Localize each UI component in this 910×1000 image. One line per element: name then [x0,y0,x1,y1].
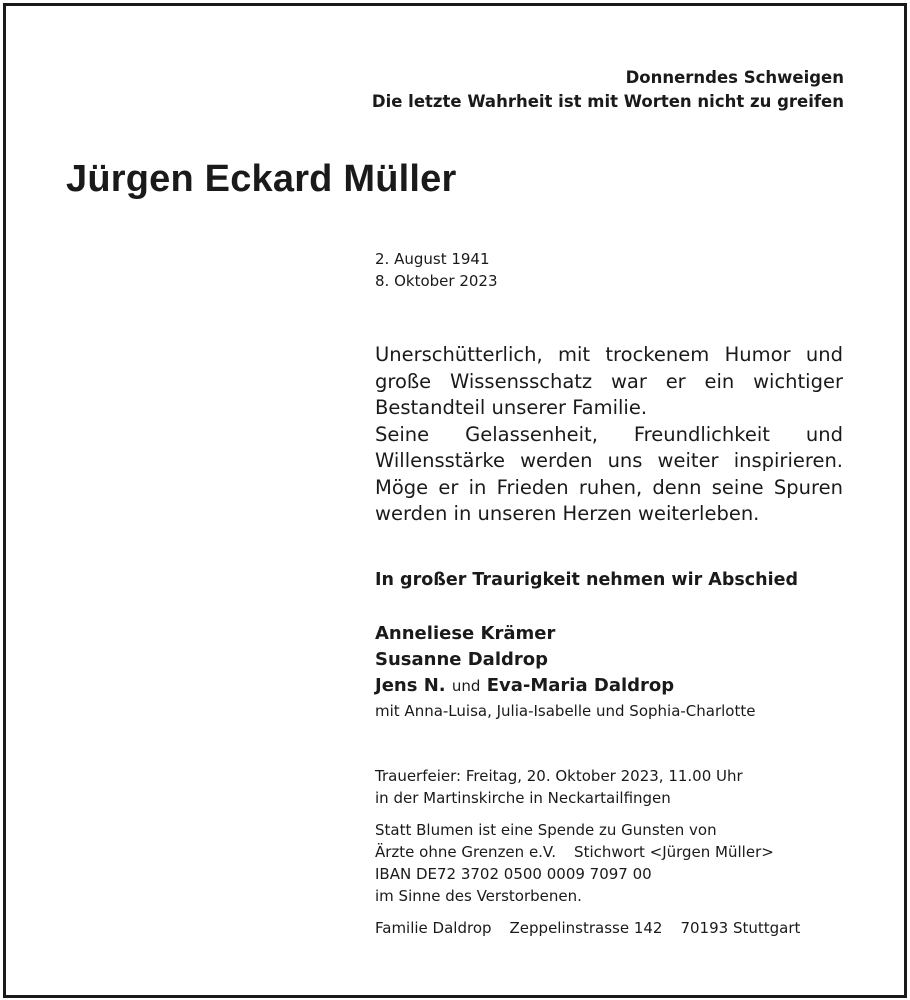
donation-line-4: im Sinne des Verstorbenen. [375,887,582,905]
tribute-line: große Wissensschatz war er ein wichtiger [375,369,843,393]
mourner-name: Jens N. [375,675,446,696]
donation-iban: IBAN DE72 3702 0500 0009 7097 00 [375,865,652,883]
tribute-text [375,342,843,528]
donation-line-2 [375,841,774,864]
donation-organization: Ärzte ohne Grenzen e.V. [375,843,557,861]
contact-city: 70193 Stuttgart [680,919,801,937]
donation-line-1: Statt Blumen ist eine Spende zu Gunsten von [375,821,717,839]
motto-line-2: Die letzte Wahrheit ist mit Worten nicht zu greifen [371,92,844,111]
contact-street: Zeppelinstrasse 142 [509,919,663,937]
tribute-line: Unerschütterlich, mit trockenem Humor und [375,343,843,366]
motto-line-1: Donnerndes Schweigen [625,68,844,87]
mourner-name: Susanne Daldrop [375,649,549,670]
birth-date: 2. August 1941 [375,250,490,268]
mourner-connector: und [451,677,481,695]
contact-family: Familie Daldrop [375,919,492,937]
deceased-name: Jürgen Eckard Müller [66,158,457,200]
service-line-1: Trauerfeier: Freitag, 20. Oktober 2023, 11.00 Uhr [375,767,743,785]
contact-address [375,917,800,939]
mourner-couple [375,673,674,699]
tribute-line: Seine Gelassenheit, Freundlichkeit und [375,422,843,446]
mourner-children: mit Anna-Luisa, Julia-Isabelle und Sophia-Charlotte [375,702,756,720]
tribute-line: Bestandteil unserer Familie. [375,396,648,419]
tribute-line: Willensstärke werden uns weiter inspirieren. [375,449,843,472]
mourner-name: Anneliese Krämer [375,623,556,644]
mourner-name: Eva-Maria Daldrop [486,675,675,696]
death-date: 8. Oktober 2023 [375,272,498,290]
farewell-heading: In großer Traurigkeit nehmen wir Abschied [375,570,799,590]
donation-keyword: Stichwort <Jürgen Müller> [574,843,774,861]
tribute-line: Möge er in Frieden ruhen, denn seine Spuren [375,475,843,499]
tribute-line: werden in unseren Herzen weiterleben. [375,502,760,525]
service-line-2: in der Martinskirche in Neckartailfingen [375,789,671,807]
